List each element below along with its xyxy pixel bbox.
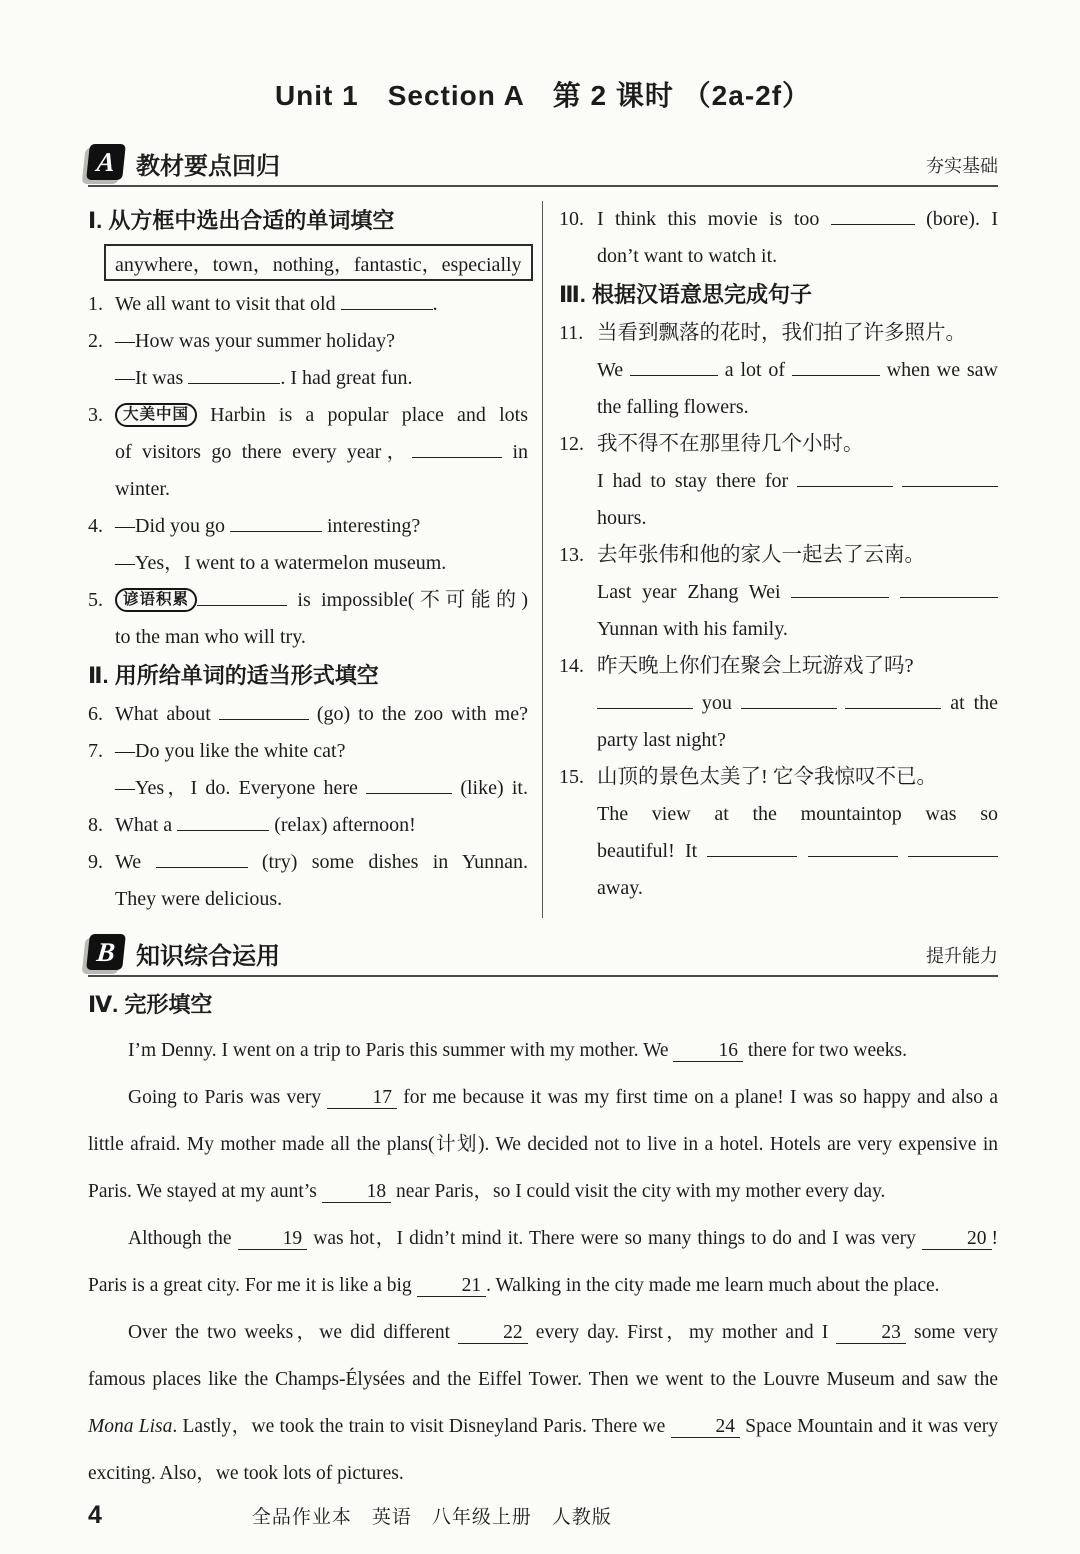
exercise-4-heading: Ⅳ. 完形填空 [88,992,213,1017]
question-line: 昨天晚上你们在聚会上玩游戏了吗? [597,655,914,677]
answer-blank[interactable] [845,689,941,709]
cloze-blank[interactable]: 23 [836,1323,906,1344]
question-8 [88,807,528,844]
question-5 [88,582,528,656]
question-line: —How was your summer holiday? [115,330,395,352]
answer-blank[interactable] [188,364,280,384]
cloze-blank[interactable]: 22 [458,1323,528,1344]
exercise-1-heading: Ⅰ. 从方框中选出合适的单词填空 [88,208,395,233]
cloze-blank[interactable]: 17 [327,1088,397,1109]
question-11 [559,315,998,426]
question-line: What a (relax) afternoon! [115,807,528,844]
question-line: the falling flowers. [597,396,749,418]
question-number: 3. [88,404,103,426]
question-line: 谚语积累 is impossible(不可能的) [115,582,528,619]
question-line: 山顶的景色太美了! 它令我惊叹不已。 [597,766,937,788]
section-b-header [88,934,998,977]
cloze-blank[interactable]: 24 [671,1417,741,1438]
answer-blank[interactable] [412,438,502,458]
question-number: 5. [88,589,103,611]
section-b-tag: 提升能力 [926,946,998,966]
question-line: hours. [597,507,647,529]
word-bank-box: anywhere，town，nothing，fantastic，especially [104,244,533,281]
answer-blank[interactable] [707,837,797,857]
cloze-blank[interactable]: 18 [322,1182,392,1203]
question-number: 2. [88,330,103,352]
question-line: Yunnan with his family. [597,618,788,640]
answer-blank[interactable] [797,467,893,487]
question-line: to the man who will try. [115,626,306,648]
question-line: Last year Zhang Wei [597,574,998,611]
exercise-3-heading: Ⅲ. 根据汉语意思完成句子 [559,282,813,307]
tag-pill: 谚语积累 [115,588,197,612]
answer-blank[interactable] [630,356,718,376]
answer-blank[interactable] [230,512,322,532]
page-number: 4 [88,1501,102,1529]
cloze-blank[interactable]: 16 [673,1041,743,1062]
question-9 [88,844,528,918]
question-line: We a lot of when we saw [597,352,998,389]
answer-blank[interactable] [792,356,880,376]
question-12 [559,426,998,537]
question-line: you at the [597,685,998,722]
answer-blank[interactable] [597,689,693,709]
question-line: I think this movie is too (bore). I [597,201,998,238]
question-number: 13. [559,544,584,566]
answer-blank[interactable] [831,205,915,225]
question-line: They were delicious. [115,888,283,910]
question-1 [88,286,528,323]
cloze-blank[interactable]: 21 [417,1276,487,1297]
answer-blank[interactable] [902,467,998,487]
right-column [543,201,998,918]
question-line: What about (go) to the zoo with me? [115,696,528,733]
section-b-title: 知识综合运用 [136,942,280,970]
cloze-paragraph-3: Although the 19 was hot，I didn’t mind it. There were so many things to do and I was very 20 ! Paris is a great city. For me it is like a big 21 . Walking in the city made me learn much about the place. [88,1228,998,1296]
question-4 [88,508,528,582]
answer-blank[interactable] [908,837,998,857]
question-line: —Yes，I went to a watermelon museum. [115,552,447,574]
question-line: The view at the mountaintop was so [597,803,998,825]
question-number: 9. [88,851,103,873]
question-line: —Do you like the white cat? [115,740,346,762]
question-line: party last night? [597,729,726,751]
question-number: 8. [88,814,103,836]
question-7 [88,733,528,807]
question-line: 我不得不在那里待几个小时。 [597,433,864,455]
exercise-2-heading: Ⅱ. 用所给单词的适当形式填空 [88,663,379,688]
cloze-paragraph-1: I’m Denny. I went on a trip to Paris this summer with my mother. We 16 there for two weeks. [128,1040,908,1061]
answer-blank[interactable] [219,700,309,720]
answer-blank[interactable] [197,586,287,606]
answer-blank[interactable] [341,290,433,310]
question-line: beautiful! It [597,833,998,870]
cloze-blank[interactable]: 20 [922,1229,992,1250]
question-line: I had to stay there for [597,463,998,500]
question-line: —Did you go interesting? [115,508,528,545]
section-a-title: 教材要点回归 [136,152,280,180]
cloze-paragraph-4: Over the two weeks，we did different 22 every day. First，my mother and I 23 some very famous places like the Champs-Élysées and the Eiffel Tower. Then we went to the Louvre Museum and saw the Mona Lisa. Lastly，we took the train to visit Disneyland Paris. There we 24 Space Mountain and it was very exciting. Also，we took lots of pictures. [88,1322,998,1484]
section-a-tag: 夯实基础 [926,156,998,176]
cloze-blank[interactable]: 19 [238,1229,308,1250]
question-6 [88,696,528,733]
question-3 [88,397,528,508]
italic-text: Mona Lisa [88,1416,173,1437]
cloze-paragraph-2: Going to Paris was very 17 for me because it was my first time on a plane! I was so happy and also a little afraid. My mother made all the plans(计划). We decided not to live in a hotel. Hotels are very expensive in Paris. We stayed at my aunt’s 18 near Paris，so I could visit the city with my mother every day. [88,1087,998,1202]
question-number: 11. [559,322,584,344]
section-a-header [88,144,998,187]
question-line: —It was . I had great fun. [115,360,528,397]
answer-blank[interactable] [741,689,837,709]
answer-blank[interactable] [808,837,898,857]
question-number: 14. [559,655,584,677]
question-10 [559,201,998,275]
section-b-badge: B [86,934,126,970]
question-line: don’t want to watch it. [597,245,778,267]
answer-blank[interactable] [177,811,269,831]
question-number: 6. [88,703,103,725]
section-a-badge: A [86,144,126,180]
question-15 [559,759,998,907]
question-number: 4. [88,515,103,537]
question-line: 大美中国 Harbin is a popular place and lots [115,397,528,434]
question-number: 12. [559,433,584,455]
page-footer [88,1501,998,1530]
question-line: —Yes，I do. Everyone here (like) it. [115,770,528,807]
question-line: away. [597,877,643,899]
page-title: Unit 1 Section A 第 2 课时 （2a-2f） [274,80,812,111]
question-number: 10. [559,208,584,230]
question-14 [559,648,998,759]
answer-blank[interactable] [366,774,452,794]
question-number: 1. [88,293,103,315]
answer-blank[interactable] [156,848,248,868]
footer-text: 全品作业本 英语 八年级上册 人教版 [251,1507,612,1528]
question-2 [88,323,528,397]
question-line: 去年张伟和他的家人一起去了云南。 [597,544,925,566]
answer-blank[interactable] [900,578,998,598]
tag-pill: 大美中国 [115,403,197,427]
question-line: 当看到飘落的花时，我们拍了许多照片。 [597,322,966,344]
question-line: winter. [115,478,170,500]
question-number: 15. [559,766,584,788]
exercise-columns [88,201,998,918]
answer-blank[interactable] [791,578,889,598]
question-number: 7. [88,740,103,762]
question-line: We (try) some dishes in Yunnan. [115,844,528,881]
left-column [88,201,543,918]
question-line: of visitors go there every year， in [115,434,528,471]
question-13 [559,537,998,648]
question-line: We all want to visit that old . [115,286,528,323]
